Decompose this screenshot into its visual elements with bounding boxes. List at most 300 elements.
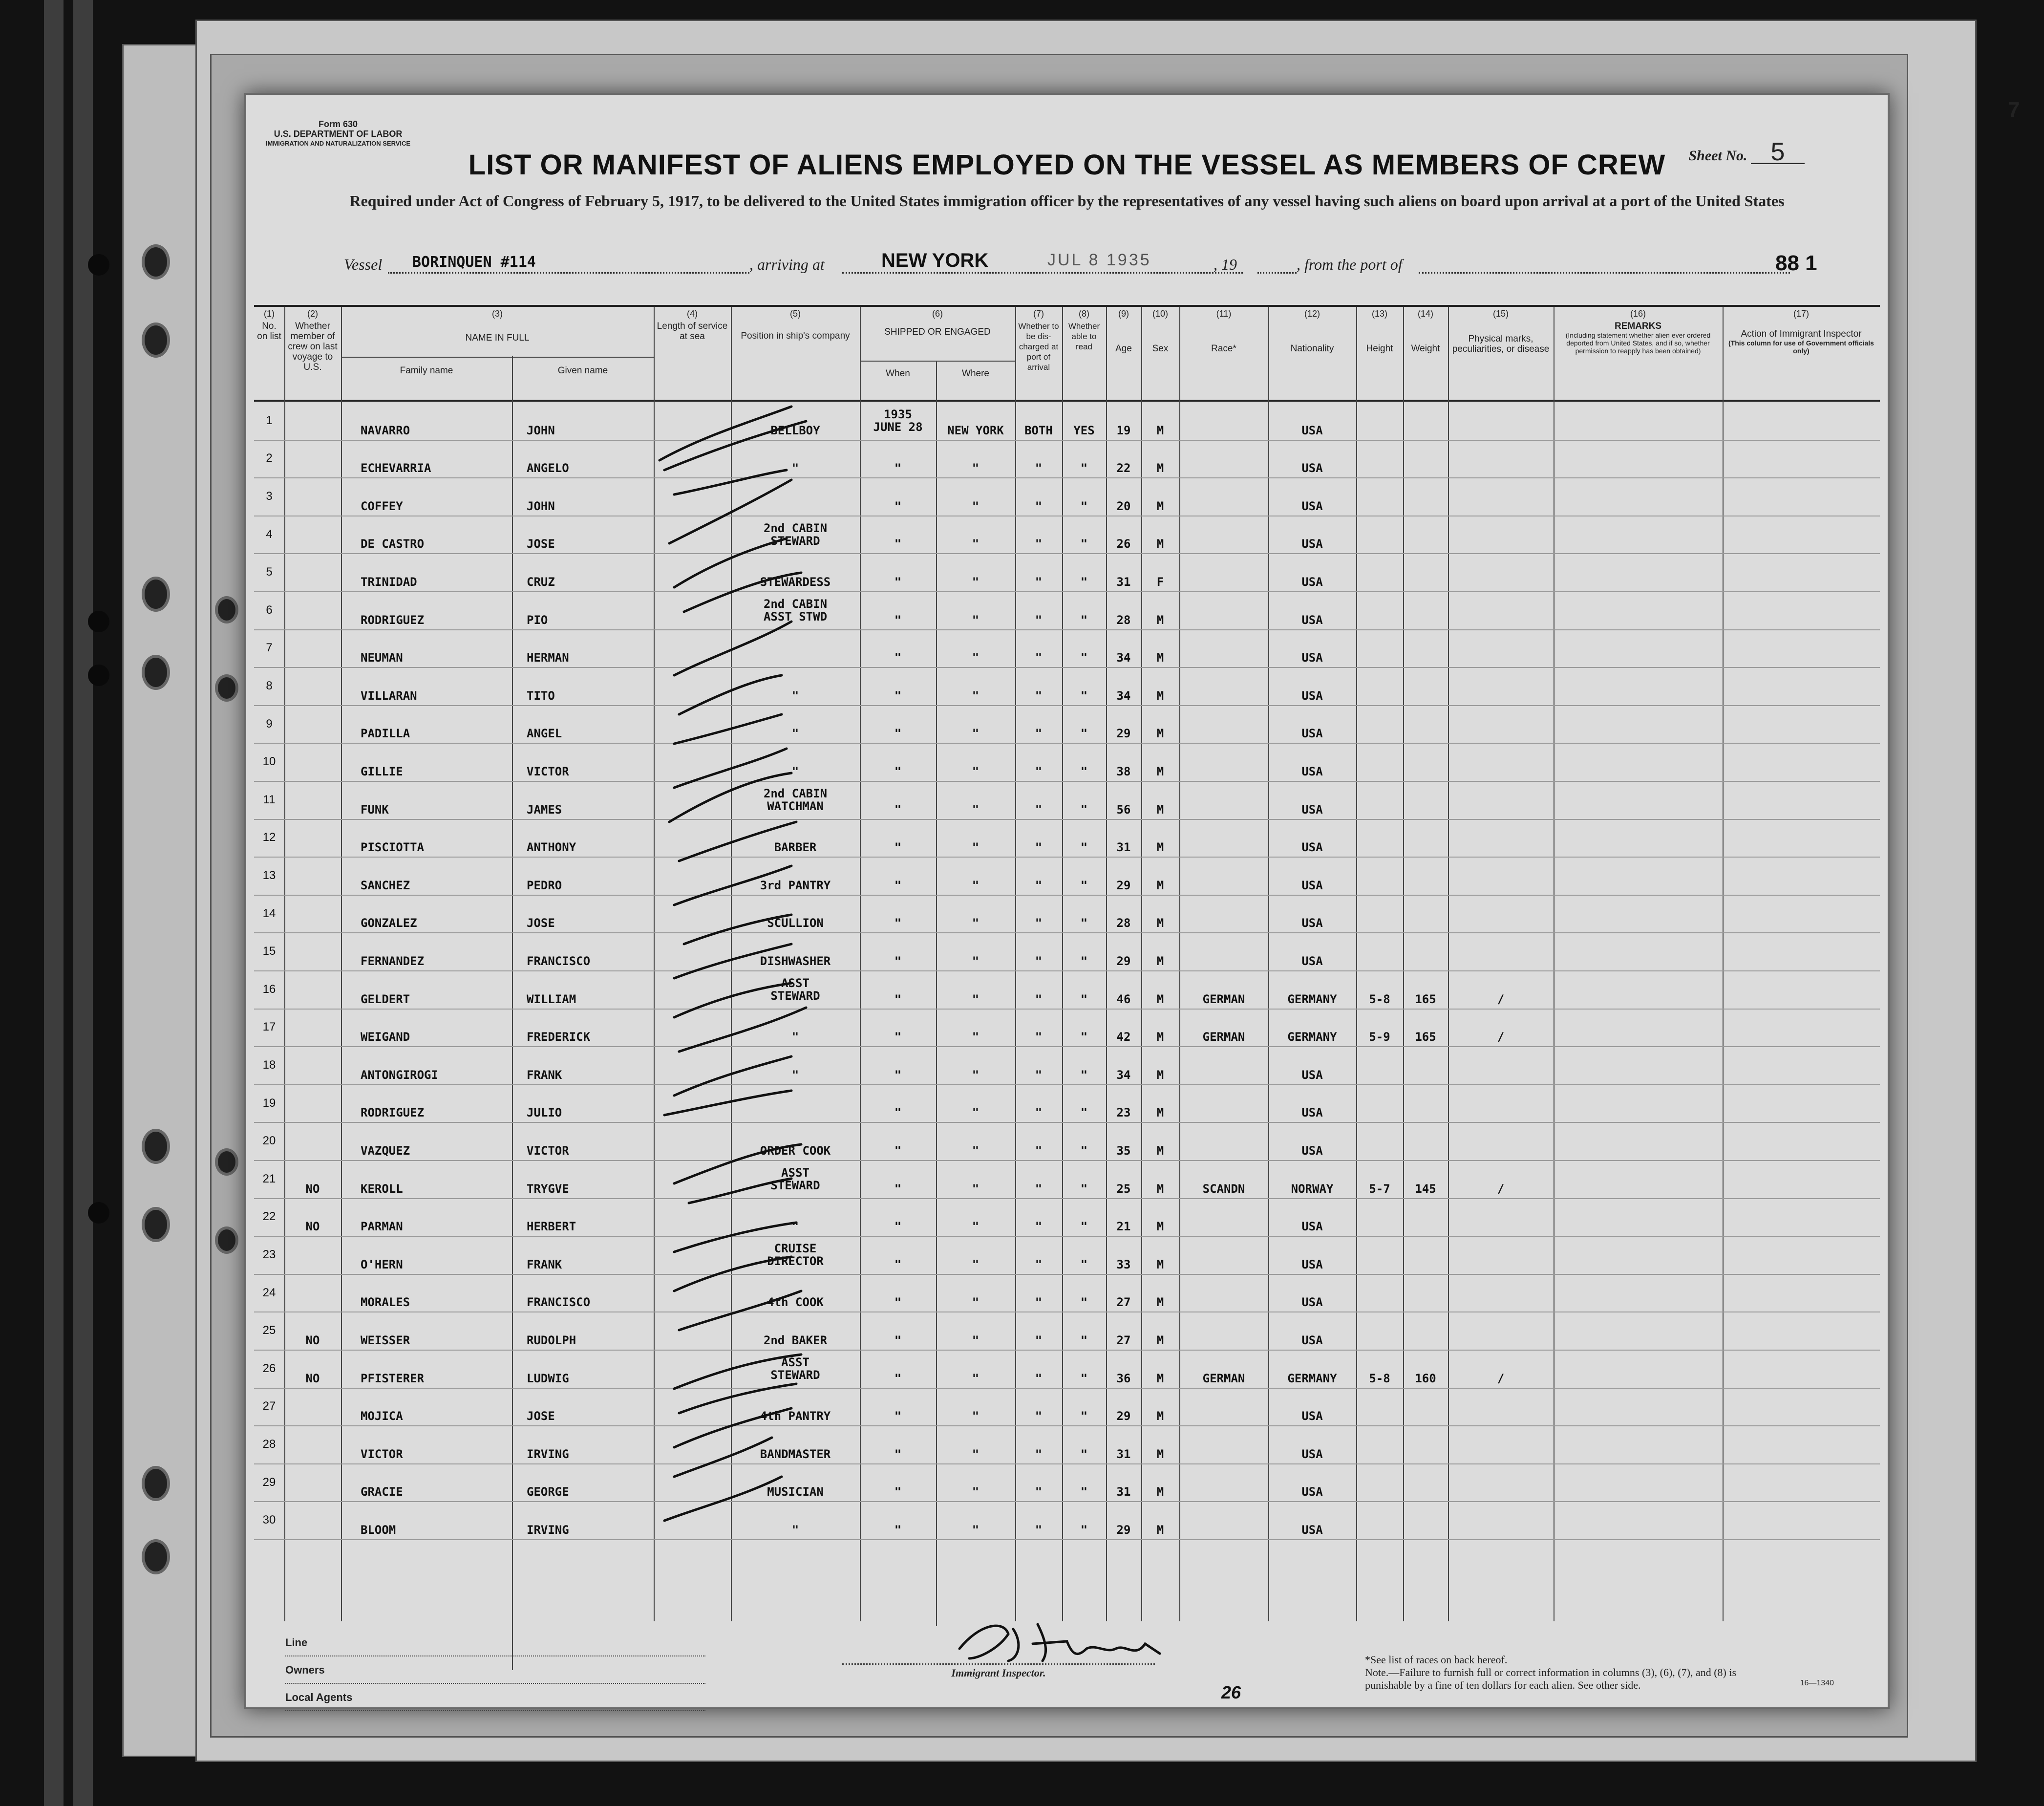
list-number-cell: 20 [262,1134,276,1148]
given-name-cell: JOHN [527,423,555,437]
able-to-read-cell: " [1080,1220,1088,1234]
family-name-cell: O'HERN [361,1257,403,1271]
race-cell [1179,705,1268,743]
weight-cell [1403,1198,1448,1236]
race-cell [1179,1463,1268,1502]
table-row [254,1501,1880,1540]
nationality-cell: USA [1301,537,1323,551]
physical-marks-cell [1448,1425,1554,1463]
table-row [254,970,1880,1010]
physical-marks-cell [1448,743,1554,781]
table-row [254,1388,1880,1427]
family-name-cell: ECHEVARRIA [361,461,431,475]
binder-ring [215,674,238,702]
age-cell: 36 [1116,1371,1131,1385]
table-row [254,705,1880,744]
height-cell [1356,857,1403,895]
weight-cell: 165 [1415,1030,1436,1044]
height-cell [1356,1122,1403,1160]
nationality-cell: USA [1301,764,1323,778]
discharged-cell: " [1035,537,1043,551]
weight-cell [1403,553,1448,591]
binder-ring [215,1148,238,1176]
able-to-read-cell: " [1080,1068,1088,1082]
nationality-cell: USA [1301,1523,1323,1537]
list-number-cell: 21 [262,1172,276,1185]
able-to-read-cell: " [1080,461,1088,475]
previous-voyage-cell [284,1425,341,1463]
previous-voyage-cell [284,591,341,629]
age-cell: 27 [1116,1333,1131,1347]
race-cell [1179,1388,1268,1426]
service-name: IMMIGRATION AND NATURALIZATION SERVICE [266,140,411,147]
given-name-cell: JOSE [527,916,555,930]
arriving-port: NEW YORK [881,250,989,271]
position-cell: " [791,1030,799,1044]
punch-hole [88,1202,109,1224]
height-cell [1356,667,1403,705]
discharged-cell: " [1035,499,1043,513]
able-to-read-cell: " [1080,1409,1088,1423]
position-cell: " [791,727,799,741]
shipped-where-cell: " [972,613,979,627]
able-to-read-cell: " [1080,1030,1088,1044]
shipped-where-cell: " [972,1257,979,1271]
age-cell: 20 [1116,499,1131,513]
previous-voyage-cell [284,705,341,743]
nationality-cell: USA [1301,1447,1323,1461]
nationality-cell: GERMANY [1287,992,1337,1006]
nationality-cell: USA [1301,1257,1323,1271]
corner-mark: 88 1 [1775,251,1817,275]
shipped-when-cell: " [894,840,902,855]
given-name-cell: PEDRO [527,878,562,892]
discharged-cell: " [1035,916,1043,930]
sex-cell: M [1156,878,1164,892]
position-cell: SCULLION [767,916,824,930]
able-to-read-cell: " [1080,1182,1088,1196]
nationality-cell: USA [1301,575,1323,589]
race-cell [1179,629,1268,667]
binder-ring [142,1539,170,1574]
age-cell: 21 [1116,1220,1131,1234]
list-number-cell: 19 [262,1096,276,1110]
weight-cell [1403,516,1448,554]
year-label: , 19 [1214,256,1237,273]
list-number-cell: 12 [262,831,276,844]
list-number-cell: 22 [262,1210,276,1224]
header-previous-voyage: (2) Whether member of crew on last voyage to U.S. [288,309,338,372]
height-cell [1356,440,1403,478]
position-cell: " [791,688,799,703]
family-name-cell: GILLIE [361,764,403,778]
table-row [254,1160,1880,1199]
position-cell: " [791,764,799,778]
shipped-where-cell: " [972,764,979,778]
list-number-cell: 10 [262,755,276,769]
sex-cell: M [1156,1333,1164,1347]
race-cell [1179,516,1268,554]
discharged-cell: " [1035,802,1043,817]
position-cell: ORDER COOK [760,1143,831,1158]
age-cell: 56 [1116,802,1131,817]
header-when: When [886,368,910,379]
age-cell: 28 [1116,613,1131,627]
weight-cell [1403,895,1448,933]
height-cell [1356,819,1403,857]
table-row [254,895,1880,934]
race-cell [1179,932,1268,970]
table-row [254,1198,1880,1237]
age-cell: 29 [1116,727,1131,741]
age-cell: 25 [1116,1182,1131,1196]
height-cell [1356,1312,1403,1350]
shipped-where-cell: " [972,575,979,589]
shipped-where-cell: " [972,1106,979,1120]
sex-cell: M [1156,1143,1164,1158]
sex-cell: F [1156,575,1164,589]
weight-cell [1403,857,1448,895]
previous-voyage-cell [284,1463,341,1502]
shipped-when-cell: " [894,1485,902,1499]
table-row [254,1274,1880,1313]
nationality-cell: USA [1301,651,1323,665]
age-cell: 22 [1116,461,1131,475]
nationality-cell: USA [1301,1143,1323,1158]
race-cell [1179,1046,1268,1084]
table-row [254,440,1880,479]
list-number-cell: 5 [266,565,273,579]
footer-note [1365,1654,1785,1692]
family-name-cell: WEISSER [361,1333,410,1347]
shipped-where-cell: " [972,1523,979,1537]
shipped-where-cell: " [972,878,979,892]
shipped-when-cell: " [894,1106,902,1120]
footer-owners: Owners [285,1656,705,1684]
family-name-cell: COFFEY [361,499,403,513]
list-number-cell: 6 [266,603,273,617]
physical-marks-cell [1448,477,1554,516]
list-number-cell: 16 [262,982,276,996]
height-cell [1356,477,1403,516]
family-name-cell: MOJICA [361,1409,403,1423]
physical-marks-cell [1448,629,1554,667]
discharged-cell: " [1035,1485,1043,1499]
discharged-cell: " [1035,461,1043,475]
discharged-cell: " [1035,1182,1043,1196]
age-cell: 31 [1116,840,1131,855]
shipped-where-cell: " [972,1143,979,1158]
race-cell [1179,591,1268,629]
height-cell [1356,743,1403,781]
given-name-cell: LUDWIG [527,1371,569,1385]
given-name-cell: JULIO [527,1106,562,1120]
nationality-cell: GERMANY [1287,1030,1337,1044]
height-cell [1356,1501,1403,1539]
physical-marks-cell: / [1497,1030,1505,1044]
position-cell: BANDMASTER [760,1447,831,1461]
header-able-to-read: (8) Whether able to read [1068,309,1100,351]
sex-cell: M [1156,764,1164,778]
header-length-of-service: (4) Length of service at sea [657,309,728,342]
shipped-when-cell: " [894,1523,902,1537]
shipped-where-cell: " [972,1182,979,1196]
physical-marks-cell [1448,1198,1554,1236]
binder-ring [142,577,170,612]
discharged-cell: " [1035,1257,1043,1271]
physical-marks-cell [1448,1236,1554,1274]
able-to-read-cell: " [1080,802,1088,817]
age-cell: 46 [1116,992,1131,1006]
header-physical-marks: (15) Physical marks, peculiarities, or disease [1452,309,1550,354]
family-name-cell: VAZQUEZ [361,1143,410,1158]
shipped-where-cell: " [972,651,979,665]
shipped-where-cell: " [972,1409,979,1423]
given-name-cell: TRYGVE [527,1182,569,1196]
age-cell: 31 [1116,575,1131,589]
nationality-cell: USA [1301,499,1323,513]
table-row [254,1312,1880,1351]
sex-cell: M [1156,613,1164,627]
list-number-cell: 27 [262,1399,276,1413]
header-height: (13) Height [1366,309,1393,354]
list-number-cell: 7 [266,641,273,655]
check-marks [645,402,850,1545]
nationality-cell: GERMANY [1287,1371,1337,1385]
list-number-cell: 15 [262,945,276,958]
able-to-read-cell: " [1080,613,1088,627]
list-number-cell: 23 [262,1247,276,1261]
able-to-read-cell: " [1080,1106,1088,1120]
shipped-where-cell: " [972,954,979,968]
family-name-cell: RODRIGUEZ [361,613,425,627]
discharged-cell: " [1035,1333,1043,1347]
shipped-when-cell: " [894,1295,902,1310]
shipped-when-cell: " [894,954,902,968]
height-cell: 5-9 [1369,1030,1390,1044]
table-row [254,1236,1880,1275]
height-cell [1356,1425,1403,1463]
nationality-cell: USA [1301,1409,1323,1423]
age-cell: 31 [1116,1447,1131,1461]
age-cell: 34 [1116,651,1131,665]
list-number-cell: 4 [266,527,273,541]
discharged-cell: " [1035,878,1043,892]
list-number-cell: 3 [266,489,273,503]
age-cell: 29 [1116,878,1131,892]
nationality-cell: USA [1301,727,1323,741]
shipped-where-cell: " [972,499,979,513]
position-cell: ASST STEWARD [770,1355,820,1382]
previous-voyage-cell [284,629,341,667]
header-sex: (10) Sex [1152,309,1169,354]
header-family-name: Family name [400,366,453,376]
physical-marks-cell [1448,895,1554,933]
form-code: 16—1340 [1800,1679,1834,1687]
header-nationality: (12) Nationality [1290,309,1334,354]
shipped-when-cell: " [894,1371,902,1385]
previous-voyage-cell [284,970,341,1009]
weight-cell [1403,477,1448,516]
weight-cell [1403,819,1448,857]
family-name-cell: NEUMAN [361,651,403,665]
race-cell [1179,1236,1268,1274]
family-name-cell: PADILLA [361,727,410,741]
position-cell: CRUISE DIRECTOR [767,1241,824,1268]
nationality-cell: USA [1301,878,1323,892]
height-cell [1356,781,1403,819]
binder-ring [142,1129,170,1164]
discharged-cell: " [1035,992,1043,1006]
discharged-cell: " [1035,1143,1043,1158]
weight-cell [1403,1312,1448,1350]
table-row [254,667,1880,706]
race-cell [1179,743,1268,781]
position-cell: DISHWASHER [760,954,831,968]
nationality-cell: USA [1301,1106,1323,1120]
physical-marks-cell [1448,553,1554,591]
previous-voyage-cell [284,553,341,591]
list-number-cell: 30 [262,1513,276,1527]
physical-marks-cell [1448,932,1554,970]
sex-cell: M [1156,1295,1164,1310]
family-name-cell: VILLARAN [361,688,417,703]
height-cell [1356,932,1403,970]
family-name-cell: WEIGAND [361,1030,410,1044]
physical-marks-cell [1448,667,1554,705]
shipped-where-cell: " [972,727,979,741]
shipped-where-cell: " [972,1371,979,1385]
margin-mark: 7 [2008,98,2020,122]
race-cell [1179,440,1268,478]
inspector-signature [950,1614,1174,1668]
nationality-cell: USA [1301,1220,1323,1234]
given-name-cell: ANGEL [527,727,562,741]
shipped-where-cell: " [972,802,979,817]
shipped-where-cell: " [972,1333,979,1347]
race-cell [1179,1501,1268,1539]
physical-marks-cell [1448,857,1554,895]
race-cell [1179,857,1268,895]
weight-cell [1403,440,1448,478]
given-name-cell: FRANCISCO [527,1295,591,1310]
able-to-read-cell: " [1080,916,1088,930]
punch-hole [88,611,109,632]
previous-voyage-cell [284,1122,341,1160]
manifest-sheet [244,93,1890,1709]
sheet-number-label: Sheet No. [1688,148,1747,164]
binder-ring [142,1466,170,1501]
shipped-when-cell: " [894,499,902,513]
header-age: (9) Age [1115,309,1132,354]
discharged-cell: " [1035,1523,1043,1537]
shipped-when-cell: " [894,802,902,817]
nationality-cell: NORWAY [1291,1182,1334,1196]
able-to-read-cell: " [1080,992,1088,1006]
sheet-number-value: 5 [1751,141,1805,164]
height-cell [1356,1198,1403,1236]
shipped-when-cell: " [894,1447,902,1461]
list-number-cell: 9 [266,717,273,731]
previous-voyage-cell [284,402,341,440]
nationality-cell: USA [1301,688,1323,703]
header-name: (3) NAME IN FULL [465,309,530,343]
nationality-cell: USA [1301,461,1323,475]
list-number-cell: 29 [262,1475,276,1489]
shipped-when-cell: " [894,688,902,703]
able-to-read-cell: " [1080,1143,1088,1158]
able-to-read-cell: " [1080,878,1088,892]
sex-cell: M [1156,840,1164,855]
table-row [254,553,1880,592]
vessel-name: BORINQUEN #114 [412,254,536,271]
sex-cell: M [1156,1182,1164,1196]
position-cell: 4th PANTRY [760,1409,831,1423]
weight-cell [1403,629,1448,667]
weight-cell [1403,1501,1448,1539]
table-row [254,781,1880,820]
able-to-read-cell: " [1080,688,1088,703]
table-row [254,591,1880,630]
family-name-cell: DE CASTRO [361,537,425,551]
age-cell: 19 [1116,423,1131,437]
able-to-read-cell: " [1080,954,1088,968]
height-cell [1356,1046,1403,1084]
sex-cell: M [1156,1106,1164,1120]
table-row [254,629,1880,668]
inspector-label: Immigrant Inspector. [842,1663,1155,1679]
shipped-when-cell: " [894,916,902,930]
position-cell: " [791,461,799,475]
previous-voyage-cell [284,516,341,554]
family-name-cell: RODRIGUEZ [361,1106,425,1120]
shipped-where-cell: " [972,688,979,703]
sex-cell: M [1156,727,1164,741]
height-cell: 5-8 [1369,1371,1390,1385]
shipped-where-cell: NEW YORK [947,423,1004,437]
given-name-cell: GEORGE [527,1485,569,1499]
previous-voyage-cell [284,667,341,705]
able-to-read-cell: " [1080,1333,1088,1347]
sex-cell: M [1156,423,1164,437]
footer-note-races: *See list of races on back hereof. [1365,1654,1508,1666]
binder-ring [142,655,170,690]
table-row [254,1463,1880,1503]
age-cell: 34 [1116,688,1131,703]
nationality-cell: USA [1301,1295,1323,1310]
given-name-cell: TITO [527,688,555,703]
shipped-when-cell: " [894,1257,902,1271]
height-cell: 5-8 [1369,992,1390,1006]
binder-ring [142,1207,170,1242]
header-given-name: Given name [557,366,608,376]
nationality-cell: USA [1301,840,1323,855]
able-to-read-cell: YES [1073,423,1095,437]
table-row [254,516,1880,555]
discharged-cell: " [1035,688,1043,703]
shipped-where-cell: " [972,1068,979,1082]
height-cell [1356,1463,1403,1502]
nationality-cell: USA [1301,802,1323,817]
family-name-cell: FUNK [361,802,389,817]
discharged-cell: BOTH [1024,423,1053,437]
table-row [254,477,1880,516]
list-number-cell: 13 [262,868,276,882]
sex-cell: M [1156,802,1164,817]
family-name-cell: FERNANDEZ [361,954,425,968]
shipped-when-cell: " [894,537,902,551]
sex-cell: M [1156,1068,1164,1082]
